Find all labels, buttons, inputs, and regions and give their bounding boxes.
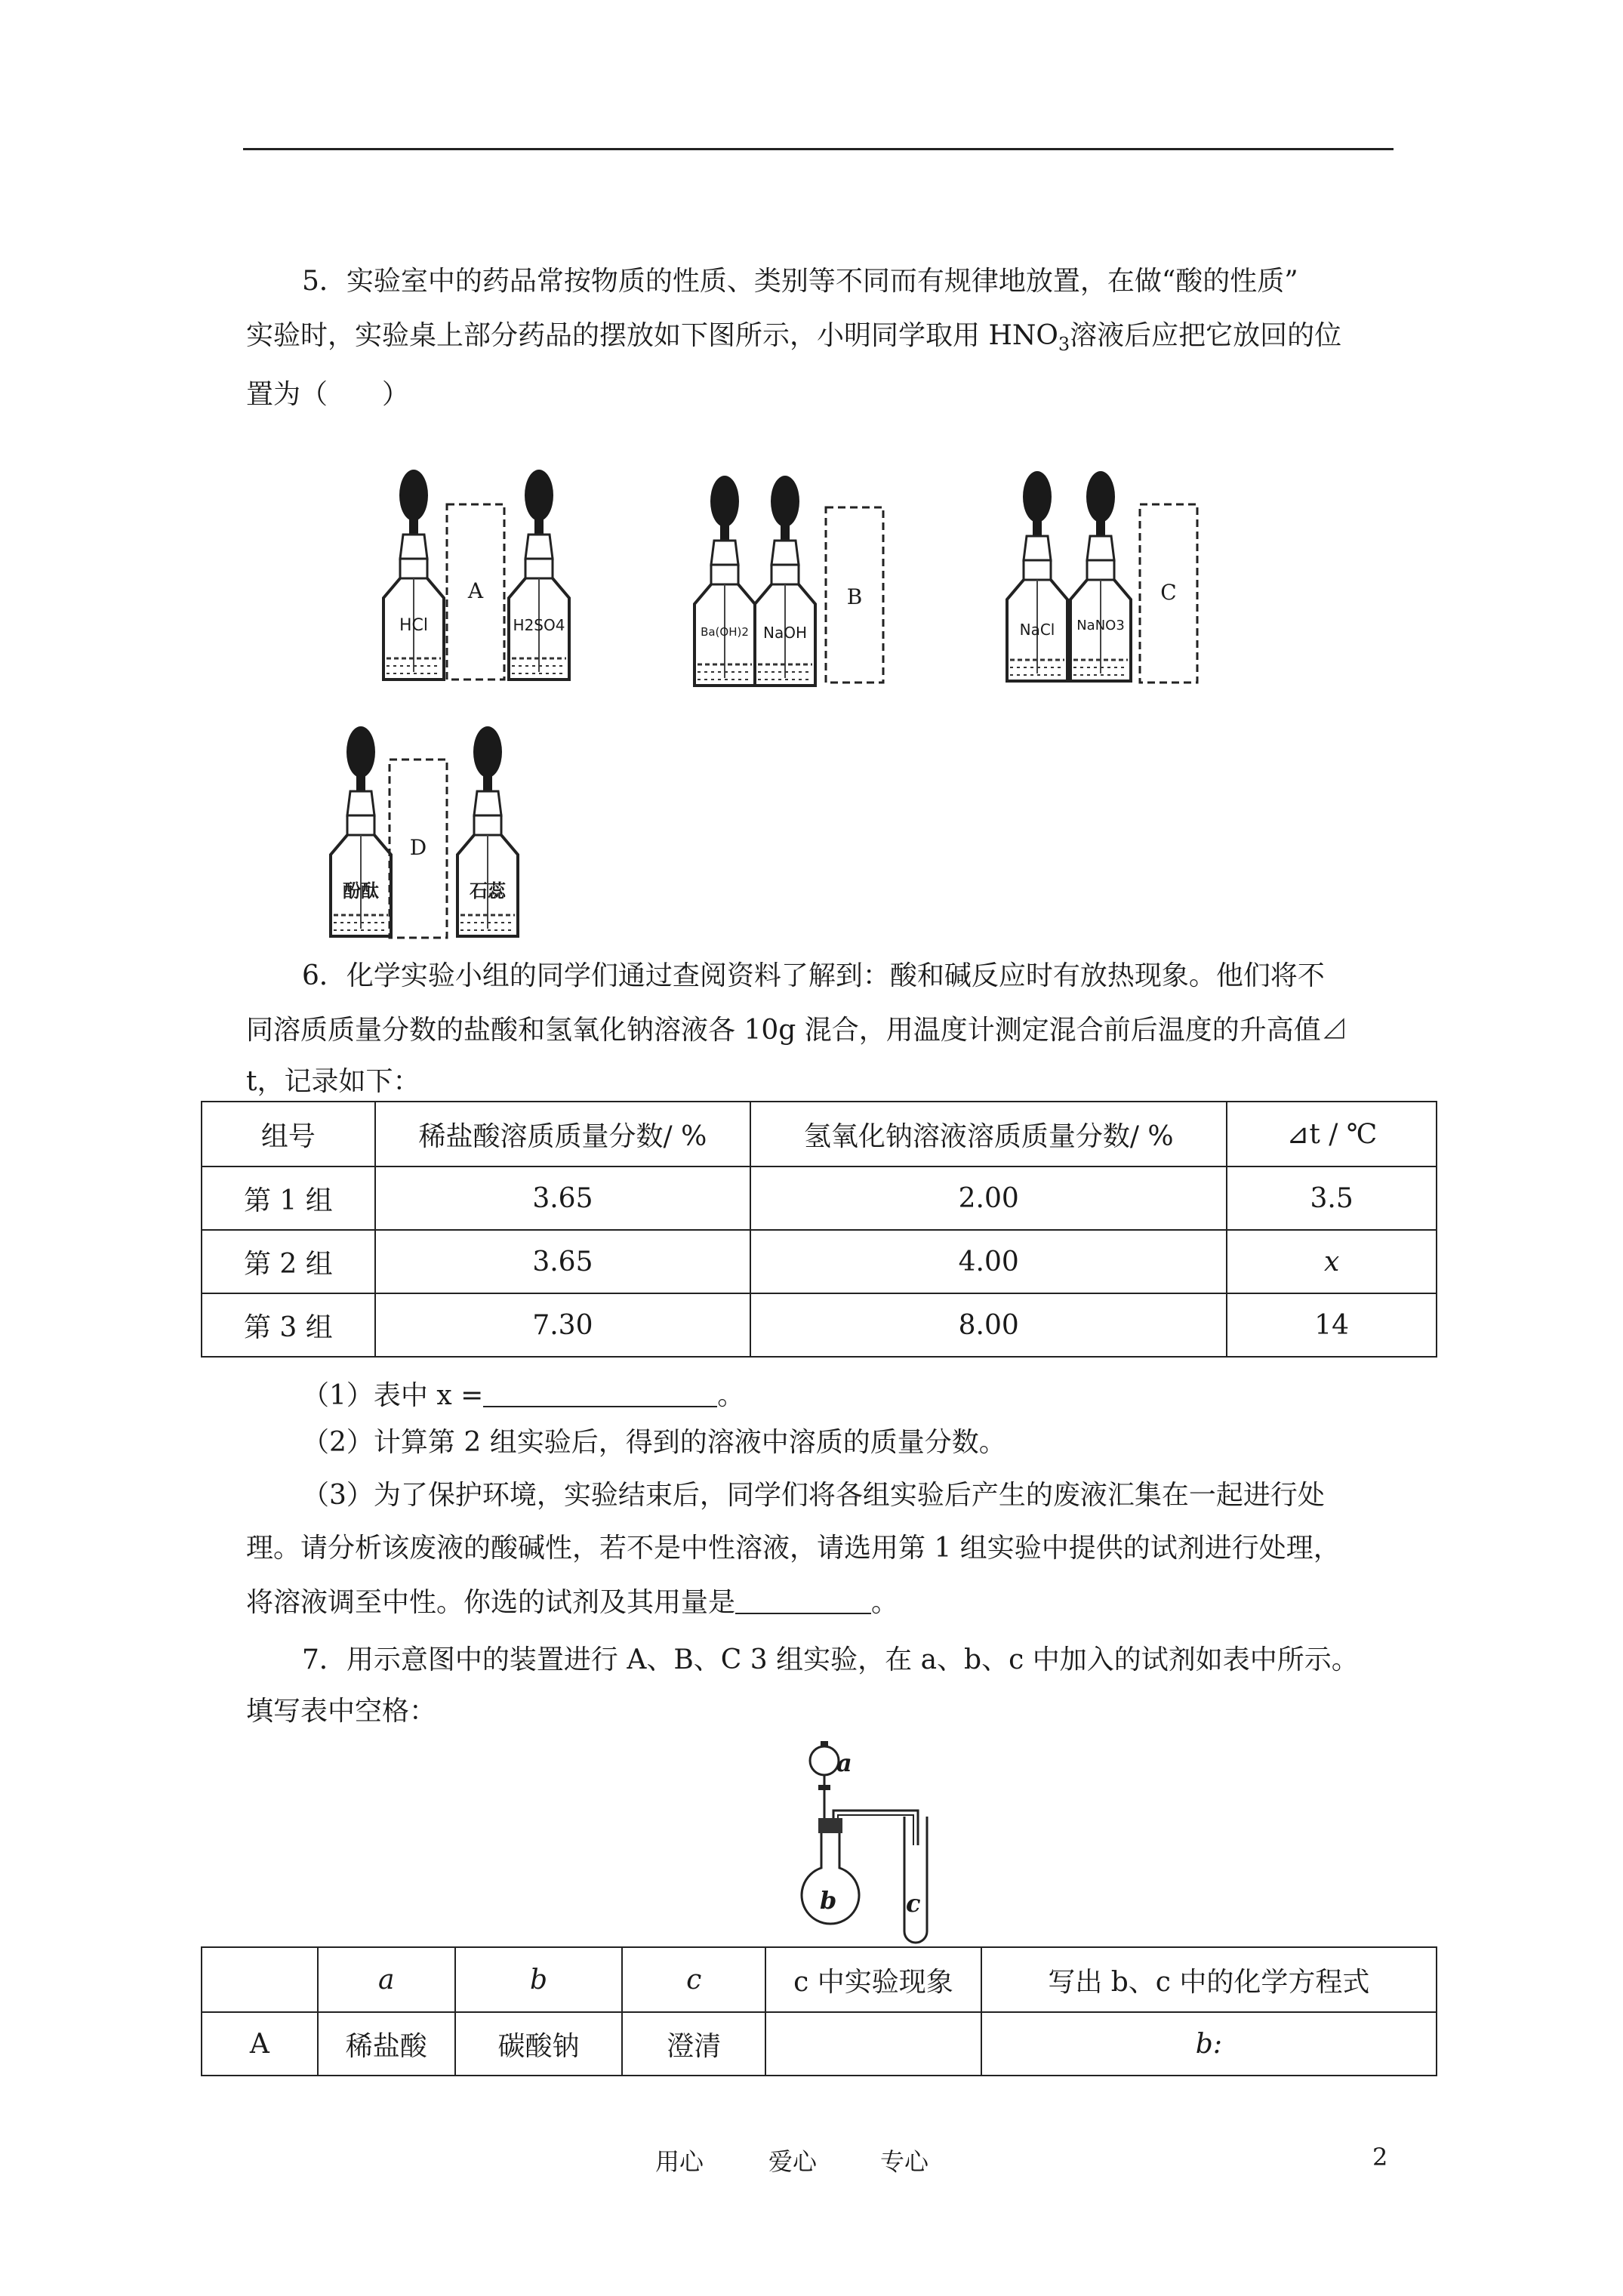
- header-cell: a: [318, 1947, 455, 2012]
- label-litmus: 石蕊: [470, 880, 506, 901]
- table-cell: A: [202, 2012, 318, 2076]
- q5-line2: 实验时，实验桌上部分药品的摆放如下图所示，小明同学取用 $HNO_3$溶液后应把它放回的位: [246, 320, 1342, 356]
- header-cell: 组号: [202, 1102, 375, 1166]
- table-cell: 2.00: [750, 1166, 1227, 1230]
- table-cell: 碳酸钠: [455, 2012, 623, 2076]
- header-cell: c: [622, 1947, 765, 2012]
- reagent-shelf-figure: [0, 0, 1623, 982]
- apparatus-diagram: [785, 1734, 966, 1946]
- table-header-row: [202, 1102, 1437, 1166]
- equation-cell[interactable]: b:: [981, 2012, 1437, 2076]
- answer-blank-reagent[interactable]: [735, 1587, 871, 1614]
- header-cell: c 中实验现象: [765, 1947, 981, 2012]
- bottle-phenolphthalein: [331, 726, 391, 936]
- table-row: [202, 1230, 1437, 1293]
- answer-cell[interactable]: [765, 2012, 981, 2076]
- q6-sub2: （2）计算第 2 组实验后，得到的溶液中溶质的质量分数。: [302, 1427, 1006, 1458]
- q6-line2: 同溶质质量分数的盐酸和氢氧化钠溶液各 10g 混合，用温度计测定混合前后温度的升高值⊿: [246, 1015, 1348, 1046]
- page-number: 2: [1372, 2143, 1388, 2171]
- bottle-litmus: [457, 726, 518, 936]
- table-cell: x: [1227, 1230, 1437, 1293]
- q6-sub3-line1: （3）为了保护环境，实验结束后，同学们将各组实验后产生的废液汇集在一起进行处: [302, 1480, 1325, 1511]
- bottle-baoh2: [694, 476, 755, 686]
- header-cell: 稀盐酸溶质质量分数/ %: [375, 1102, 750, 1166]
- q7-line1: 7．用示意图中的装置进行 A、B、C 3 组实验，在 a、b、c 中加入的试剂如表中所示。: [302, 1644, 1359, 1675]
- table-cell: 第 2 组: [202, 1230, 375, 1293]
- header-cell: [202, 1947, 318, 2012]
- footer-motto-2: 爱心: [768, 2147, 818, 2176]
- header-cell: b: [455, 1947, 623, 2012]
- q5-line1: 5．实验室中的药品常按物质的性质、类别等不同而有规律地放置，在做“酸的性质”: [302, 266, 1298, 297]
- label-baoh2: Ba(OH)2: [701, 625, 749, 639]
- table-cell: 7.30: [375, 1293, 750, 1357]
- bottle-hcl: [383, 470, 444, 680]
- bottle-naoh: [755, 476, 815, 686]
- table-cell: 4.00: [750, 1230, 1227, 1293]
- label-nano3: NaNO3: [1076, 618, 1125, 633]
- table-row: [202, 1166, 1437, 1230]
- footer-motto-3: 专心: [880, 2147, 929, 2176]
- header-cell: ⊿t / ℃: [1227, 1102, 1437, 1166]
- table-row: [202, 1293, 1437, 1357]
- q7-line2: 填写表中空格：: [246, 1696, 437, 1727]
- slot-b-label: B: [846, 584, 863, 609]
- table-cell: 3.65: [375, 1166, 750, 1230]
- apparatus-label-b: b: [820, 1886, 837, 1915]
- slot-d-label: D: [409, 835, 427, 860]
- label-phenolphthalein: 酚酞: [343, 880, 379, 901]
- apparatus-label-c: c: [906, 1889, 921, 1918]
- table-cell: 稀盐酸: [318, 2012, 455, 2076]
- q6-sub1: （1）表中 x = 。: [302, 1380, 745, 1411]
- table-cell: 8.00: [750, 1293, 1227, 1357]
- q6-sub3-line2: 理。请分析该废液的酸碱性，若不是中性溶液，请选用第 1 组实验中提供的试剂进行处理，: [246, 1533, 1341, 1564]
- table-cell: 3.5: [1227, 1166, 1437, 1230]
- table-cell: 第 1 组: [202, 1166, 375, 1230]
- label-h2so4: H2SO4: [513, 616, 565, 634]
- label-nacl: NaCl: [1019, 621, 1055, 639]
- footer-motto-1: 用心: [655, 2147, 704, 2176]
- slot-c-label: C: [1160, 580, 1177, 605]
- q6-line3: t，记录如下：: [246, 1066, 420, 1097]
- bottle-nacl: [1007, 471, 1067, 681]
- table-cell: 第 3 组: [202, 1293, 375, 1357]
- table-row: [202, 2012, 1437, 2076]
- answer-blank-x[interactable]: [483, 1380, 717, 1407]
- label-hcl: HCl: [399, 616, 429, 635]
- q6-line1: 6．化学实验小组的同学们通过查阅资料了解到：酸和碱反应时有放热现象。他们将不: [302, 960, 1325, 991]
- q7-data-table: [201, 1946, 1437, 2076]
- q5-line3: 置为（ ）: [246, 379, 410, 410]
- table-header-row: [202, 1947, 1437, 2012]
- q6-data-table: [201, 1101, 1437, 1358]
- q6-sub3-line3: 将溶液调至中性。你选的试剂及其用量是 。: [246, 1587, 899, 1618]
- bottle-h2so4: [509, 470, 569, 680]
- table-cell: 澄清: [622, 2012, 765, 2076]
- slot-a-label: A: [467, 578, 484, 603]
- header-cell: 氢氧化钠溶液溶质质量分数/ %: [750, 1102, 1227, 1166]
- table-cell: 14: [1227, 1293, 1437, 1357]
- label-naoh: NaOH: [763, 624, 807, 642]
- apparatus-label-a: a: [836, 1749, 852, 1777]
- bottle-nano3: [1070, 471, 1131, 681]
- table-cell: 3.65: [375, 1230, 750, 1293]
- header-cell: 写出 b、c 中的化学方程式: [981, 1947, 1437, 2012]
